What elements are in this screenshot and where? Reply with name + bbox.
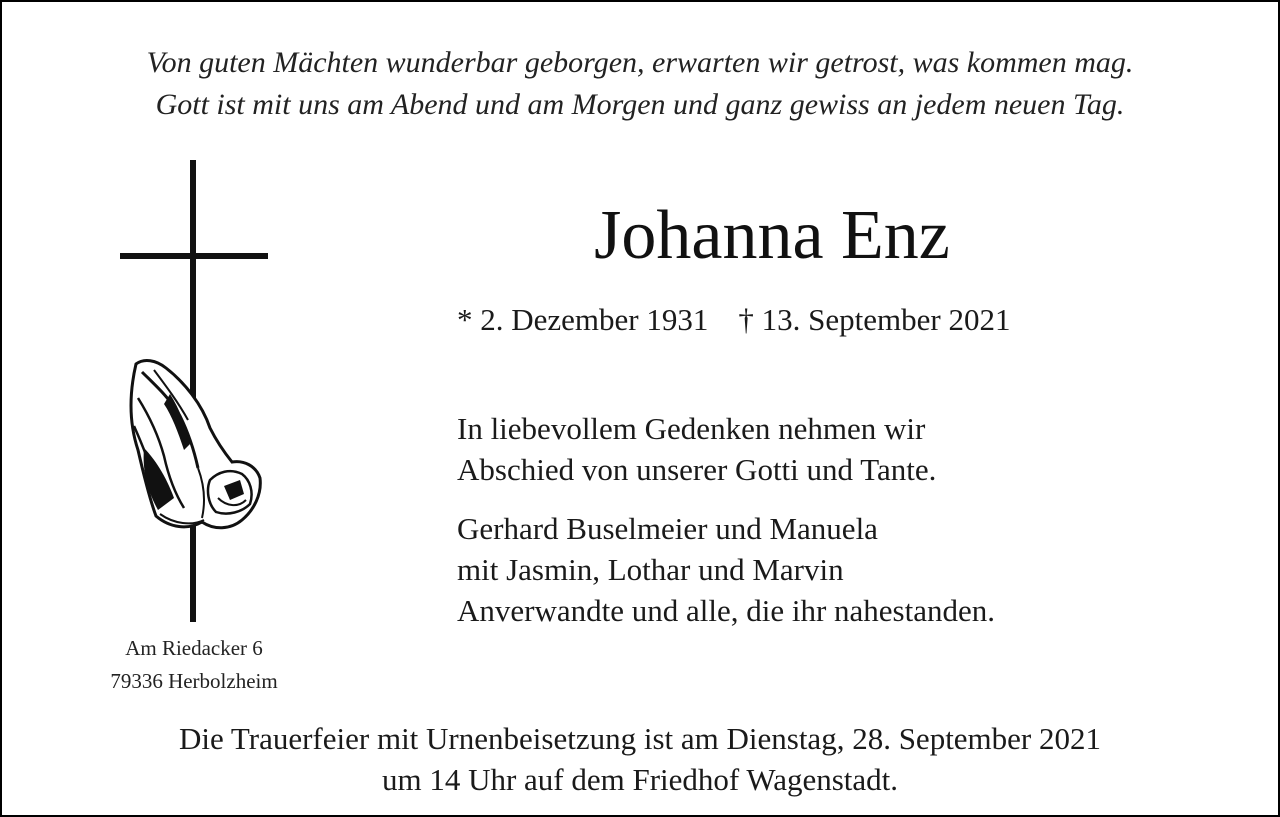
- address-city: 79336 Herbolzheim: [110, 669, 278, 693]
- farewell-line-1: In liebevollem Gedenken nehmen wir: [457, 411, 926, 446]
- address: [84, 632, 304, 698]
- birth-date: * 2. Dezember 1931: [457, 302, 709, 337]
- address-street: Am Riedacker 6: [125, 636, 263, 660]
- life-dates: [457, 298, 1010, 342]
- ceremony-line-1: Die Trauerfeier mit Urnenbeisetzung ist am Dienstag, 28. September 2021: [178, 721, 1102, 756]
- death-date: † 13. September 2021: [738, 302, 1011, 337]
- farewell-line-2: Abschied von unserer Gotti und Tante.: [457, 452, 937, 487]
- mourners-line-3: Anverwandte und alle, die ihr nahestanden.: [457, 593, 996, 628]
- ceremony-notice: [2, 718, 1278, 800]
- ceremony-line-2: um 14 Uhr auf dem Friedhof Wagenstadt.: [381, 762, 899, 797]
- cross-with-praying-hands-icon: [114, 158, 274, 628]
- motto-line-1: Von guten Mächten wunderbar geborgen, erwarten wir getrost, was kommen mag.: [146, 46, 1134, 79]
- deceased-name: Johanna Enz: [594, 197, 950, 274]
- motto-line-2: Gott ist mit uns am Abend und am Morgen und ganz gewiss an jedem neuen Tag.: [155, 88, 1125, 121]
- mourners-line-1: Gerhard Buselmeier und Manuela: [457, 511, 878, 546]
- mourners-line-2: mit Jasmin, Lothar und Marvin: [457, 552, 844, 587]
- farewell-text: [457, 408, 936, 490]
- mourners-list: [457, 508, 995, 631]
- motto-verse: [2, 42, 1278, 126]
